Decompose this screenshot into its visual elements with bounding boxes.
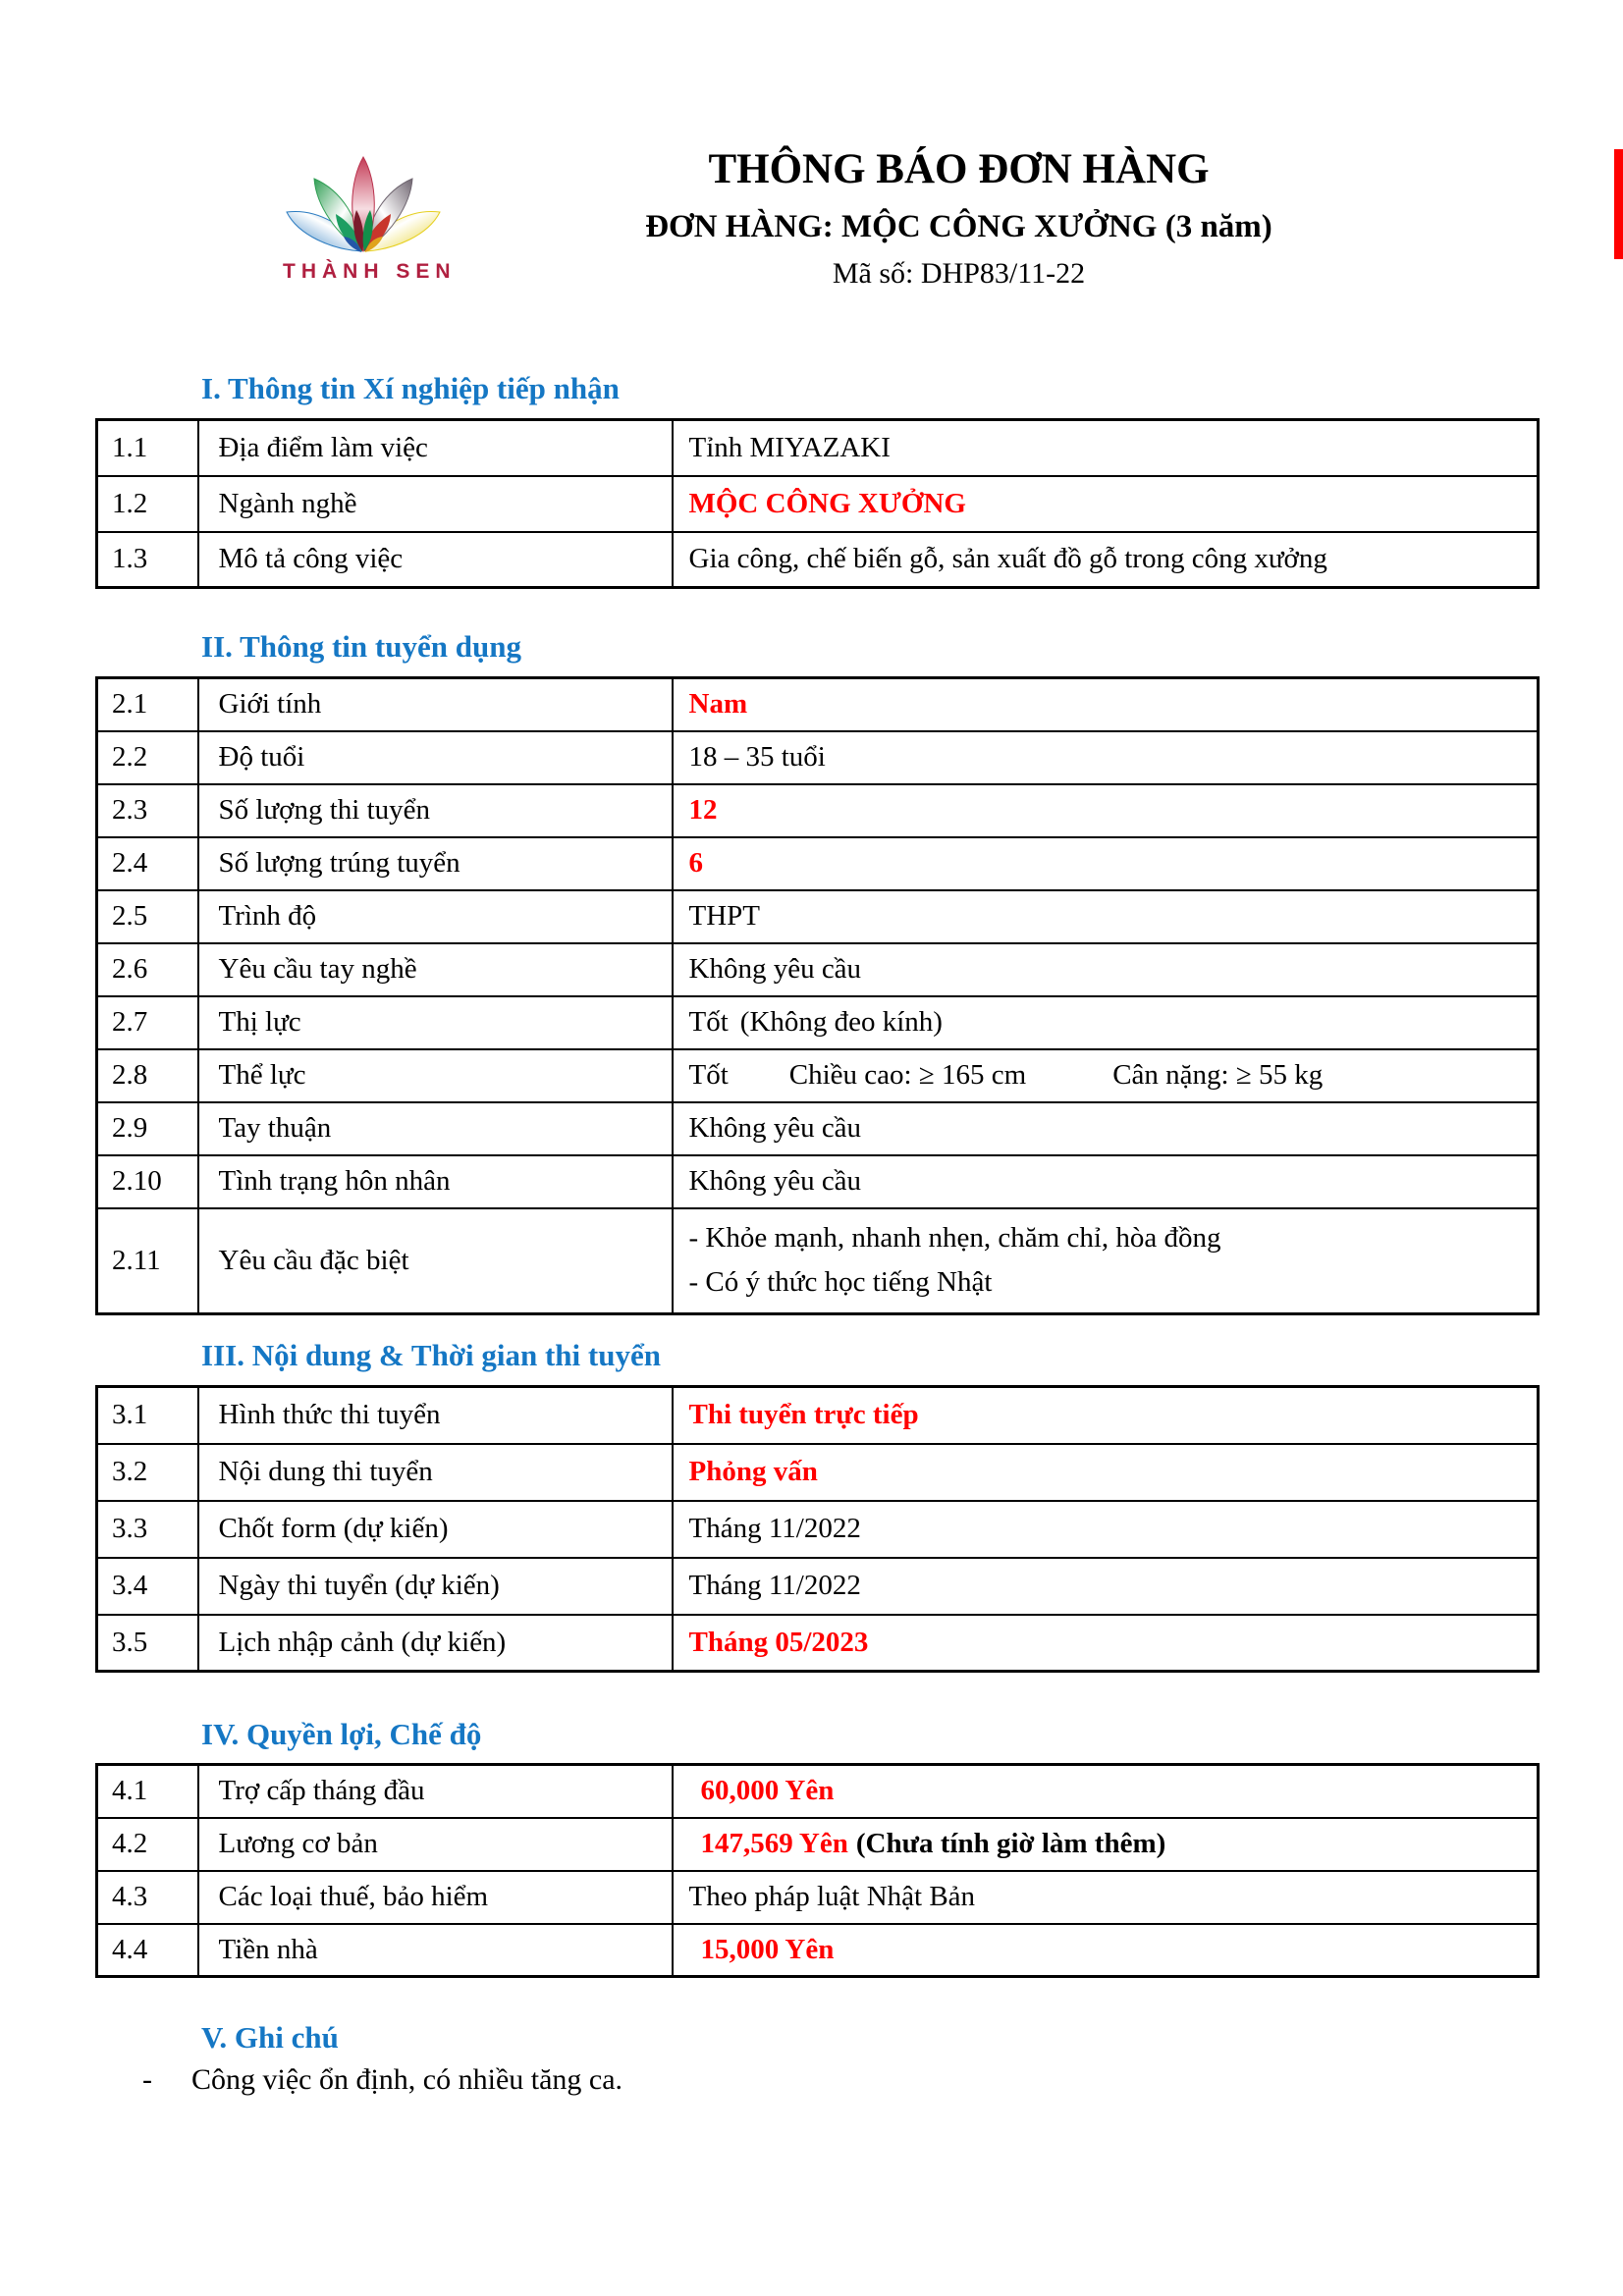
notes-list bbox=[95, 2063, 1540, 2097]
note-item bbox=[95, 2063, 1540, 2097]
value-text: Phỏng vấn bbox=[688, 1456, 818, 1487]
value-text: Tháng 05/2023 bbox=[688, 1626, 869, 1658]
value-text: (Chưa tính giờ làm thêm) bbox=[855, 1828, 1166, 1859]
table-row bbox=[97, 1818, 1539, 1871]
table-row bbox=[97, 1558, 1539, 1615]
row-number: 3.1 bbox=[97, 1387, 198, 1444]
value-text: (Không đeo kính) bbox=[739, 1006, 943, 1038]
row-value bbox=[673, 1615, 1539, 1672]
row-value bbox=[673, 1049, 1539, 1102]
row-value bbox=[673, 1501, 1539, 1558]
row-label: Yêu cầu tay nghề bbox=[198, 943, 673, 996]
value-text: Thi tuyển trực tiếp bbox=[688, 1399, 919, 1431]
table-row bbox=[97, 476, 1539, 532]
row-number: 2.10 bbox=[97, 1155, 198, 1208]
table-row bbox=[97, 1155, 1539, 1208]
page-subtitle: ĐƠN HÀNG: MỘC CÔNG XƯỞNG (3 năm) bbox=[645, 208, 1272, 244]
row-label: Lương cơ bản bbox=[198, 1818, 673, 1871]
section-heading-2: II. Thông tin tuyển dụng bbox=[201, 629, 521, 664]
row-number: 2.6 bbox=[97, 943, 198, 996]
row-value bbox=[673, 1387, 1539, 1444]
table-row bbox=[97, 1049, 1539, 1102]
value-text: Tháng 11/2022 bbox=[688, 1570, 861, 1601]
table-company-info bbox=[95, 418, 1540, 589]
value-line: - Có ý thức học tiếng Nhật bbox=[688, 1266, 993, 1299]
section-heading-3: III. Nội dung & Thời gian thi tuyển bbox=[201, 1338, 661, 1372]
row-number: 2.8 bbox=[97, 1049, 198, 1102]
row-label: Trình độ bbox=[198, 890, 673, 943]
table-benefits bbox=[95, 1763, 1540, 1978]
table-row bbox=[97, 678, 1539, 731]
row-number: 1.1 bbox=[97, 420, 198, 476]
row-label: Số lượng trúng tuyển bbox=[198, 837, 673, 890]
section-heading-5: V. Ghi chú bbox=[201, 2020, 339, 2055]
note-text: Công việc ổn định, có nhiều tăng ca. bbox=[191, 2063, 623, 2096]
row-number: 2.5 bbox=[97, 890, 198, 943]
document-header bbox=[295, 145, 1623, 291]
row-value bbox=[673, 1765, 1539, 1818]
table-row bbox=[97, 1501, 1539, 1558]
row-value bbox=[673, 996, 1539, 1049]
table-row bbox=[97, 1102, 1539, 1155]
row-value bbox=[673, 1208, 1539, 1314]
table-row bbox=[97, 1444, 1539, 1501]
section-heading-1: I. Thông tin Xí nghiệp tiếp nhận bbox=[201, 371, 620, 405]
row-label: Tay thuận bbox=[198, 1102, 673, 1155]
value-text: Nam bbox=[688, 688, 748, 721]
value-text: Tỉnh MIYAZAKI bbox=[688, 431, 891, 463]
order-code: Mã số: DHP83/11-22 bbox=[832, 256, 1086, 290]
value-text: Tốt bbox=[688, 1059, 729, 1091]
row-value bbox=[673, 1558, 1539, 1615]
table-row bbox=[97, 731, 1539, 784]
value-text: Không yêu cầu bbox=[688, 1165, 862, 1197]
table-row bbox=[97, 1765, 1539, 1818]
table-row bbox=[97, 1871, 1539, 1924]
row-number: 3.5 bbox=[97, 1615, 198, 1672]
row-number: 4.2 bbox=[97, 1818, 198, 1871]
row-label: Tình trạng hôn nhân bbox=[198, 1155, 673, 1208]
row-number: 4.4 bbox=[97, 1924, 198, 1977]
value-text: Chiều cao: ≥ 165 cm bbox=[788, 1059, 1027, 1091]
row-number: 2.7 bbox=[97, 996, 198, 1049]
row-value bbox=[673, 420, 1539, 476]
row-label: Thị lực bbox=[198, 996, 673, 1049]
value-text: 18 – 35 tuổi bbox=[688, 741, 826, 773]
row-label: Số lượng thi tuyển bbox=[198, 784, 673, 837]
row-value bbox=[673, 678, 1539, 731]
row-label: Thể lực bbox=[198, 1049, 673, 1102]
row-value bbox=[673, 1102, 1539, 1155]
table-row bbox=[97, 943, 1539, 996]
value-text: THPT bbox=[688, 900, 760, 932]
value-text: 147,569 Yên bbox=[700, 1828, 848, 1859]
row-value bbox=[673, 731, 1539, 784]
value-text: Tháng 11/2022 bbox=[688, 1513, 861, 1544]
value-text: Gia công, chế biến gỗ, sản xuất đồ gỗ trong công xưởng bbox=[688, 543, 1327, 575]
row-label: Lịch nhập cảnh (dự kiến) bbox=[198, 1615, 673, 1672]
value-text: 12 bbox=[688, 794, 718, 826]
row-number: 1.3 bbox=[97, 532, 198, 588]
table-row bbox=[97, 1387, 1539, 1444]
row-value bbox=[673, 1924, 1539, 1977]
row-number: 2.1 bbox=[97, 678, 198, 731]
row-label: Chốt form (dự kiến) bbox=[198, 1501, 673, 1558]
value-line: - Khỏe mạnh, nhanh nhẹn, chăm chỉ, hòa đồng bbox=[688, 1222, 1221, 1255]
value-text: 15,000 Yên bbox=[700, 1933, 835, 1965]
row-label: Yêu cầu đặc biệt bbox=[198, 1208, 673, 1314]
row-number: 1.2 bbox=[97, 476, 198, 532]
section-heading-4: IV. Quyền lợi, Chế độ bbox=[201, 1717, 482, 1751]
value-text: Không yêu cầu bbox=[688, 953, 862, 985]
table-exam-schedule bbox=[95, 1385, 1540, 1673]
table-row bbox=[97, 837, 1539, 890]
row-number: 2.2 bbox=[97, 731, 198, 784]
section-company-info bbox=[95, 371, 1540, 406]
row-value bbox=[673, 943, 1539, 996]
bullet-dash: - bbox=[142, 2063, 152, 2096]
logo-text: THÀNH SEN bbox=[283, 260, 457, 283]
row-label: Mô tả công việc bbox=[198, 532, 673, 588]
row-label: Các loại thuế, bảo hiểm bbox=[198, 1871, 673, 1924]
section-recruitment-info bbox=[95, 629, 1540, 665]
row-number: 3.2 bbox=[97, 1444, 198, 1501]
row-number: 2.9 bbox=[97, 1102, 198, 1155]
value-text: 60,000 Yên bbox=[700, 1775, 835, 1807]
section-exam-schedule bbox=[95, 1338, 1540, 1373]
row-value bbox=[673, 837, 1539, 890]
row-value bbox=[673, 1871, 1539, 1924]
page-title: THÔNG BÁO ĐƠN HÀNG bbox=[708, 146, 1210, 192]
value-text: 6 bbox=[688, 847, 703, 879]
row-label: Giới tính bbox=[198, 678, 673, 731]
row-number: 4.3 bbox=[97, 1871, 198, 1924]
table-recruitment-info bbox=[95, 676, 1540, 1315]
value-text: Cân nặng: ≥ 55 kg bbox=[1112, 1059, 1324, 1091]
row-value bbox=[673, 476, 1539, 532]
row-value bbox=[673, 890, 1539, 943]
row-value bbox=[673, 1155, 1539, 1208]
row-number: 2.4 bbox=[97, 837, 198, 890]
row-label: Ngành nghề bbox=[198, 476, 673, 532]
value-text: Không yêu cầu bbox=[688, 1112, 862, 1144]
row-number: 3.4 bbox=[97, 1558, 198, 1615]
row-label: Nội dung thi tuyển bbox=[198, 1444, 673, 1501]
row-number: 4.1 bbox=[97, 1765, 198, 1818]
section-notes bbox=[95, 2020, 1540, 2056]
table-row bbox=[97, 1208, 1539, 1314]
table-row bbox=[97, 784, 1539, 837]
table-row bbox=[97, 1924, 1539, 1977]
row-label: Địa điểm làm việc bbox=[198, 420, 673, 476]
row-value bbox=[673, 1444, 1539, 1501]
row-label: Độ tuổi bbox=[198, 731, 673, 784]
row-value bbox=[673, 1818, 1539, 1871]
table-row bbox=[97, 532, 1539, 588]
table-row bbox=[97, 890, 1539, 943]
row-number: 2.11 bbox=[97, 1208, 198, 1314]
section-benefits bbox=[95, 1717, 1540, 1752]
value-text: Tốt bbox=[688, 1006, 729, 1038]
row-number: 2.3 bbox=[97, 784, 198, 837]
row-label: Ngày thi tuyển (dự kiến) bbox=[198, 1558, 673, 1615]
row-value bbox=[673, 532, 1539, 588]
row-label: Trợ cấp tháng đầu bbox=[198, 1765, 673, 1818]
row-number: 3.3 bbox=[97, 1501, 198, 1558]
table-row bbox=[97, 1615, 1539, 1672]
value-text: MỘC CÔNG XƯỞNG bbox=[688, 487, 966, 519]
table-row bbox=[97, 420, 1539, 476]
value-text: Theo pháp luật Nhật Bản bbox=[688, 1881, 976, 1912]
table-row bbox=[97, 996, 1539, 1049]
row-value bbox=[673, 784, 1539, 837]
row-label: Hình thức thi tuyển bbox=[198, 1387, 673, 1444]
row-label: Tiền nhà bbox=[198, 1924, 673, 1977]
